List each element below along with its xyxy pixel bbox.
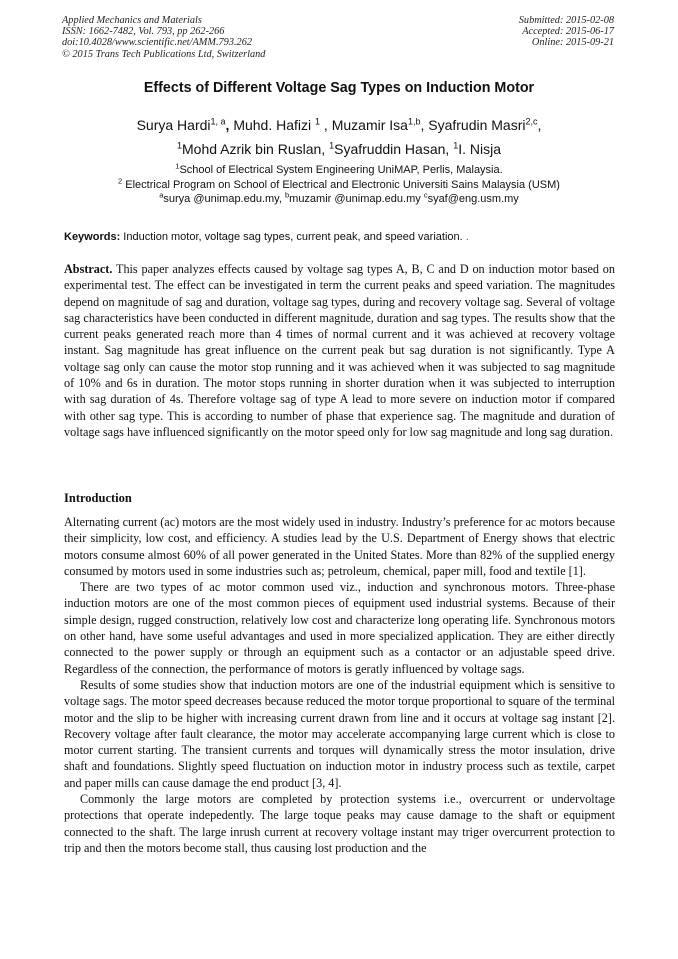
email-link[interactable]: muzamir @unimap.edu.my [289, 193, 424, 206]
section-heading-introduction: Introduction [64, 491, 132, 505]
paragraph: Commonly the large motors are completed by protection systems i.e., overcurrent or undervoltage protections that operate indepedently. The large toque peaks may cause damage to the shaft or equipment connected to the shaft. The large inrush current at recovery voltage instant may triger overcurrent protection to trip and then the motors become stall, thus causing lost production and the [64, 792, 615, 855]
journal-name: Applied Mechanics and Materials [62, 15, 202, 26]
author-affil-mark: 1 [329, 140, 335, 151]
submitted-date: Submitted: 2015-02-08 [518, 15, 614, 26]
paragraph: There are two types of ac motor common used viz., induction and synchronous motors. Three-phase induction motors are one of the most common pieces of equipment used industrial systems. Because of their simple design, rugged construction, relatively low cost and characterize long operating life. Synchronous motors on other hand, have some useful advantages and used in more specialized application. They are either directly connected to the power supply or through an equipment such as a contactor or an adjustable speed drive. Regardless of the connection, the performance of motors is geratly influenced by voltage sags. [64, 580, 615, 676]
author-name: Muzamir Isa [331, 117, 408, 133]
author-name: Muhd. Hafizi [233, 117, 312, 133]
keywords-label: Keywords: [64, 231, 121, 243]
journal-doi: doi:10.4028/www.scientific.net/AMM.793.262 [62, 37, 252, 49]
affiliation-2: $^2$ Electrical Program on School of Electrical and Electronic Universiti Sains Malaysia (USM) [118, 175, 560, 191]
email-link[interactable]: syaf@eng.usm.my [427, 193, 519, 206]
author-name: Mohd Azrik bin Ruslan [182, 141, 322, 157]
keywords-trailing: . [465, 231, 469, 243]
online-date: Online: 2015-09-21 [531, 37, 614, 49]
keywords-text: Induction motor, voltage sag types, current peak, and speed variation. [120, 231, 466, 243]
author-name: Syafruddin Hasan [334, 141, 446, 157]
author-affil-mark: 1, a [210, 116, 226, 127]
journal-issn: ISSN: 1662-7482, Vol. 793, pp 262-266 [62, 26, 225, 38]
introduction-section [64, 514, 615, 856]
email-link[interactable]: surya @unimap.edu.my, [163, 193, 285, 206]
paper-title: Effects of Different Voltage Sag Types on Induction Motor [143, 80, 535, 96]
author-name: Syafrudin Masri [428, 117, 526, 133]
publication-dates [519, 15, 614, 49]
author-line-1: Surya Hardi$^{1, a}$, Muhd. Hafizi $^1$ , Muzamir Isa$^{1,b}$, Syafrudin Masri$^{2,c}$, [136, 116, 542, 133]
author-name: I. Nisja [458, 141, 501, 157]
paragraph: Alternating current (ac) motors are the most widely used in industry. Industry’s preference for ac motors because their simplicity, low cost, and efficiency. A studies lead by the U.S. Department of Energy shows that electric motors consume almost 60% of all power generated in the United States. More than 82% of the supplied energy consumed by motors used in some industries such as; petroleum, chemical, paper mill, food and textile [1]. [64, 515, 615, 578]
email-list: $^a$surya @unimap.edu.my, $^b$muzamir @unimap.edu.my $^c$syaf@eng.usm.my [159, 190, 519, 206]
author-affil-mark: 1,b [407, 116, 421, 127]
journal-info [62, 15, 265, 60]
abstract [64, 261, 615, 440]
author-affil-mark: 2,c [525, 116, 538, 127]
paragraph: Results of some studies show that induction motors are one of the industrial equipment which is sensitive to voltage sags. The motor speed decreases because reduced the motor torque proportional to square of the terminal motor and the slip to be higher with increasing current drawn from line and it occurs at voltage sag instant [2]. Recovery voltage after fault clearance, the motor may accelerate accompanying large current which is close to motor current starting. The transient currents and torques will dynamically stress the motor insulation, drive shaft and foundations. Slightly speed fluctuation on induction motor in industry process such as textile, carpet and paper mills can cause damage the end product [3, 4]. [64, 677, 615, 790]
journal-copyright: © 2015 Trans Tech Publications Ltd, Switzerland [62, 48, 266, 60]
author-affil-mark: 1 [453, 140, 459, 151]
abstract-text: This paper analyzes effects caused by voltage sag types A, B, C and D on induction motor based on experimental test. The effect can be investigated in term the current peaks and speed variation. The magnitudes depend on magnitude of sag and duration, voltage sag types, during and recovery voltage sag. Several of voltage sag characteristics have been conducted in different magnitude, duration and sag types. The results show that the current peaks generated reach more than 4 times of normal current and it was achieved at recovery voltage instant. Sag magnitude has great influence on the current peak but sag duration is not significantly. Type A voltage sag only can cause the motor stop running and it was achieved when it was subjected to sag magnitude of 10% and 6s in duration. The motor stops running in shorter duration when it was subjected to interruption with sag duration of 4s. Therefore voltage sag of type A lead to more severe on induction motor if compared with other sag type. This is according to number of phase that experience sag. The magnitude and duration of voltage sags have influenced significantly on the motor speed only for low sag magnitude and long sag duration. [64, 262, 615, 439]
abstract-label: Abstract. [64, 262, 113, 276]
affiliations [0, 163, 678, 207]
author-name: Surya Hardi [136, 117, 211, 133]
author-affil-mark: 1 [177, 140, 183, 151]
keywords [64, 230, 616, 244]
author-line-2: $^1$Mohd Azrik bin Ruslan, $^1$Syafruddin Hasan, $^1$I. Nisja [177, 140, 501, 157]
author-list [0, 113, 678, 161]
affiliation-1: $^1$School of Electrical System Engineering UniMAP, Perlis, Malaysia. [175, 161, 503, 176]
author-affil-mark: 1 [315, 116, 321, 127]
accepted-date: Accepted: 2015-06-17 [522, 26, 614, 38]
